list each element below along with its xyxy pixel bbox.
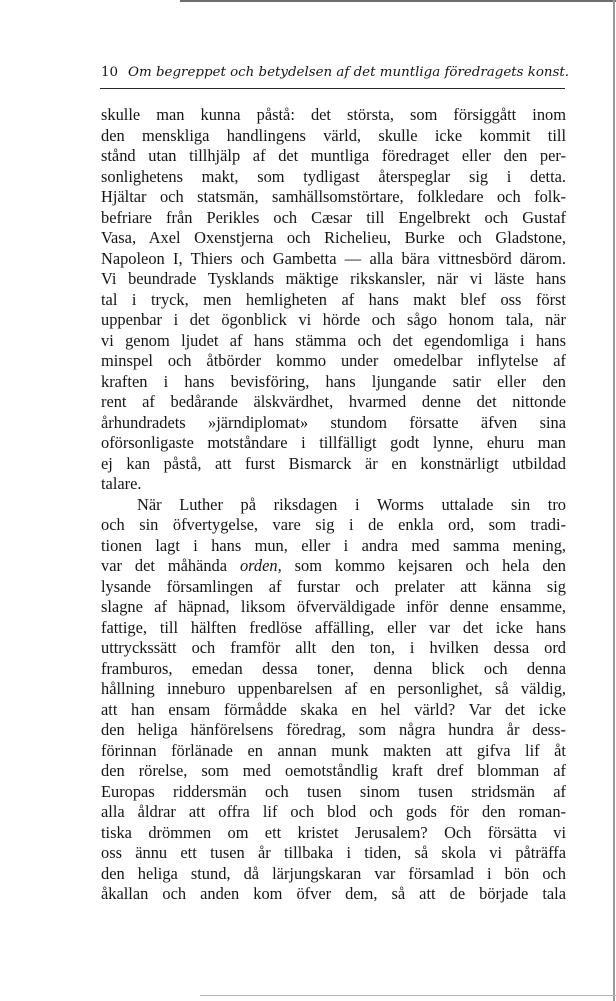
text-line: kraften i hans bevisföring, hans ljungande satir eller den (101, 371, 566, 391)
text-line: den heliga hänförelsens föredrag, som några hundra år dess- (101, 720, 566, 739)
text-segment: som kommo kejsaren och hela den (294, 556, 566, 575)
text-line: rent af bedårande älskvärdhet, hvarmed denne det nittonde (101, 392, 566, 411)
text-line: förinnan förlänade en annan munk makten att gifva lif åt (101, 740, 566, 760)
right-scan-edge (613, 0, 615, 1001)
text-line: tal i tryck, men hemligheten af hans makt blef oss först (101, 289, 566, 309)
text-line: fattige, till hälften fredlöse affälling, eller var det icke hans (101, 617, 566, 637)
page-header (101, 63, 570, 83)
text-line: den rörelse, som med oemotståndlig kraft dref blomman af (101, 761, 566, 780)
text-line-with-emphasis (101, 556, 566, 577)
text-line: När Luther på riksdagen i Worms uttalade sin tro (137, 494, 566, 514)
text-line: Napoleon I, Thiers och Gambetta — alla bära vittnesbörd därom. (101, 248, 566, 268)
bottom-scan-edge (200, 995, 616, 996)
text-line: tiska drömmen om ett kristet Jerusalem? Och försätta vi (101, 822, 566, 842)
text-line: Europas riddersmän och tusen sinom tusen stridsmän af (101, 781, 566, 801)
text-line: Vasa, Axel Oxenstjerna och Richelieu, Burke och Gladstone, (101, 228, 566, 247)
text-line: åkallan och anden kom öfver dem, så att de började tala (101, 884, 566, 903)
text-line: den menskliga handlingens värld, skulle icke kommit till (101, 125, 566, 145)
page-number: 10 (101, 65, 119, 80)
text-line: att han ensam förmådde skaka en hel värld? Var det icke (101, 699, 566, 719)
text-line: oförsonligaste motståndare i tillfälligt godt lynne, ehuru man (101, 433, 566, 452)
text-line: och sin öfvertygelse, vare sig i de enkla ord, som tradi- (101, 515, 566, 534)
emphasized-word: orden, (239, 556, 282, 575)
text-line: Vi beundrade Tysklands mäktige rikskansler, när vi läste hans (101, 269, 566, 288)
text-line: stånd utan tillhjälp af det muntliga föredraget eller den per- (101, 146, 566, 165)
running-title: Om begreppet och betydelsen af det muntliga föredragets konst. (128, 65, 570, 80)
text-line: uppenbar i det ögonblick vi hörde och sågo honom tala, när (101, 310, 566, 329)
text-line: vi genom ljudet af hans stämma och det egendomliga i hans (101, 330, 566, 350)
text-line: oss ännu ett tusen år tillbaka i tiden, så skola vi påträffa (101, 843, 566, 862)
text-line: talare. (101, 474, 142, 493)
page-body (101, 105, 566, 905)
text-line: alla åldrar att offra lif och blod och gods för den roman- (101, 802, 566, 821)
text-line: lysande församlingen af furstar och prelater att känna sig (101, 576, 566, 596)
text-line: befriare från Perikles och Cæsar till Engelbrekt och Gustaf (101, 207, 566, 227)
text-line: den heliga stund, då lärjungskaran var församlad i bön och (101, 863, 566, 883)
text-line: århundradets »järndiplomat» stundom försatte äfven sina (101, 412, 566, 432)
paragraph-2 (101, 495, 566, 905)
text-line: uttryckssätt och framför allt den ton, i hvilken dessa ord (101, 638, 566, 657)
text-line: skulle man kunna påstå: det största, som försiggått inom (101, 105, 566, 124)
text-line: hållning inneburo uppenbarelsen af en personlighet, så väldig, (101, 679, 566, 698)
text-segment: var det måhända (101, 556, 227, 575)
text-line: slagne af häpnad, liksom öfverväldigade inför denne ensamme, (101, 597, 566, 616)
text-line: tionen lagt i hans mun, eller i andra med samma mening, (101, 535, 566, 555)
text-line: ej kan påstå, att furst Bismarck är en konstnärligt utbildad (101, 453, 566, 473)
text-line: framburos, emedan dessa toner, denna blick och denna (101, 658, 566, 678)
top-scan-edge (180, 0, 616, 2)
header-rule (100, 88, 565, 89)
text-line: sonlighetens makt, som tydligast återspeglar sig i detta. (101, 166, 566, 186)
text-line: Hjältar och statsmän, samhällsomstörtare, folkledare och folk- (101, 187, 566, 206)
paragraph-1 (101, 105, 566, 495)
text-line: minspel och åtbörder kommo under omedelbar inflytelse af (101, 351, 566, 370)
